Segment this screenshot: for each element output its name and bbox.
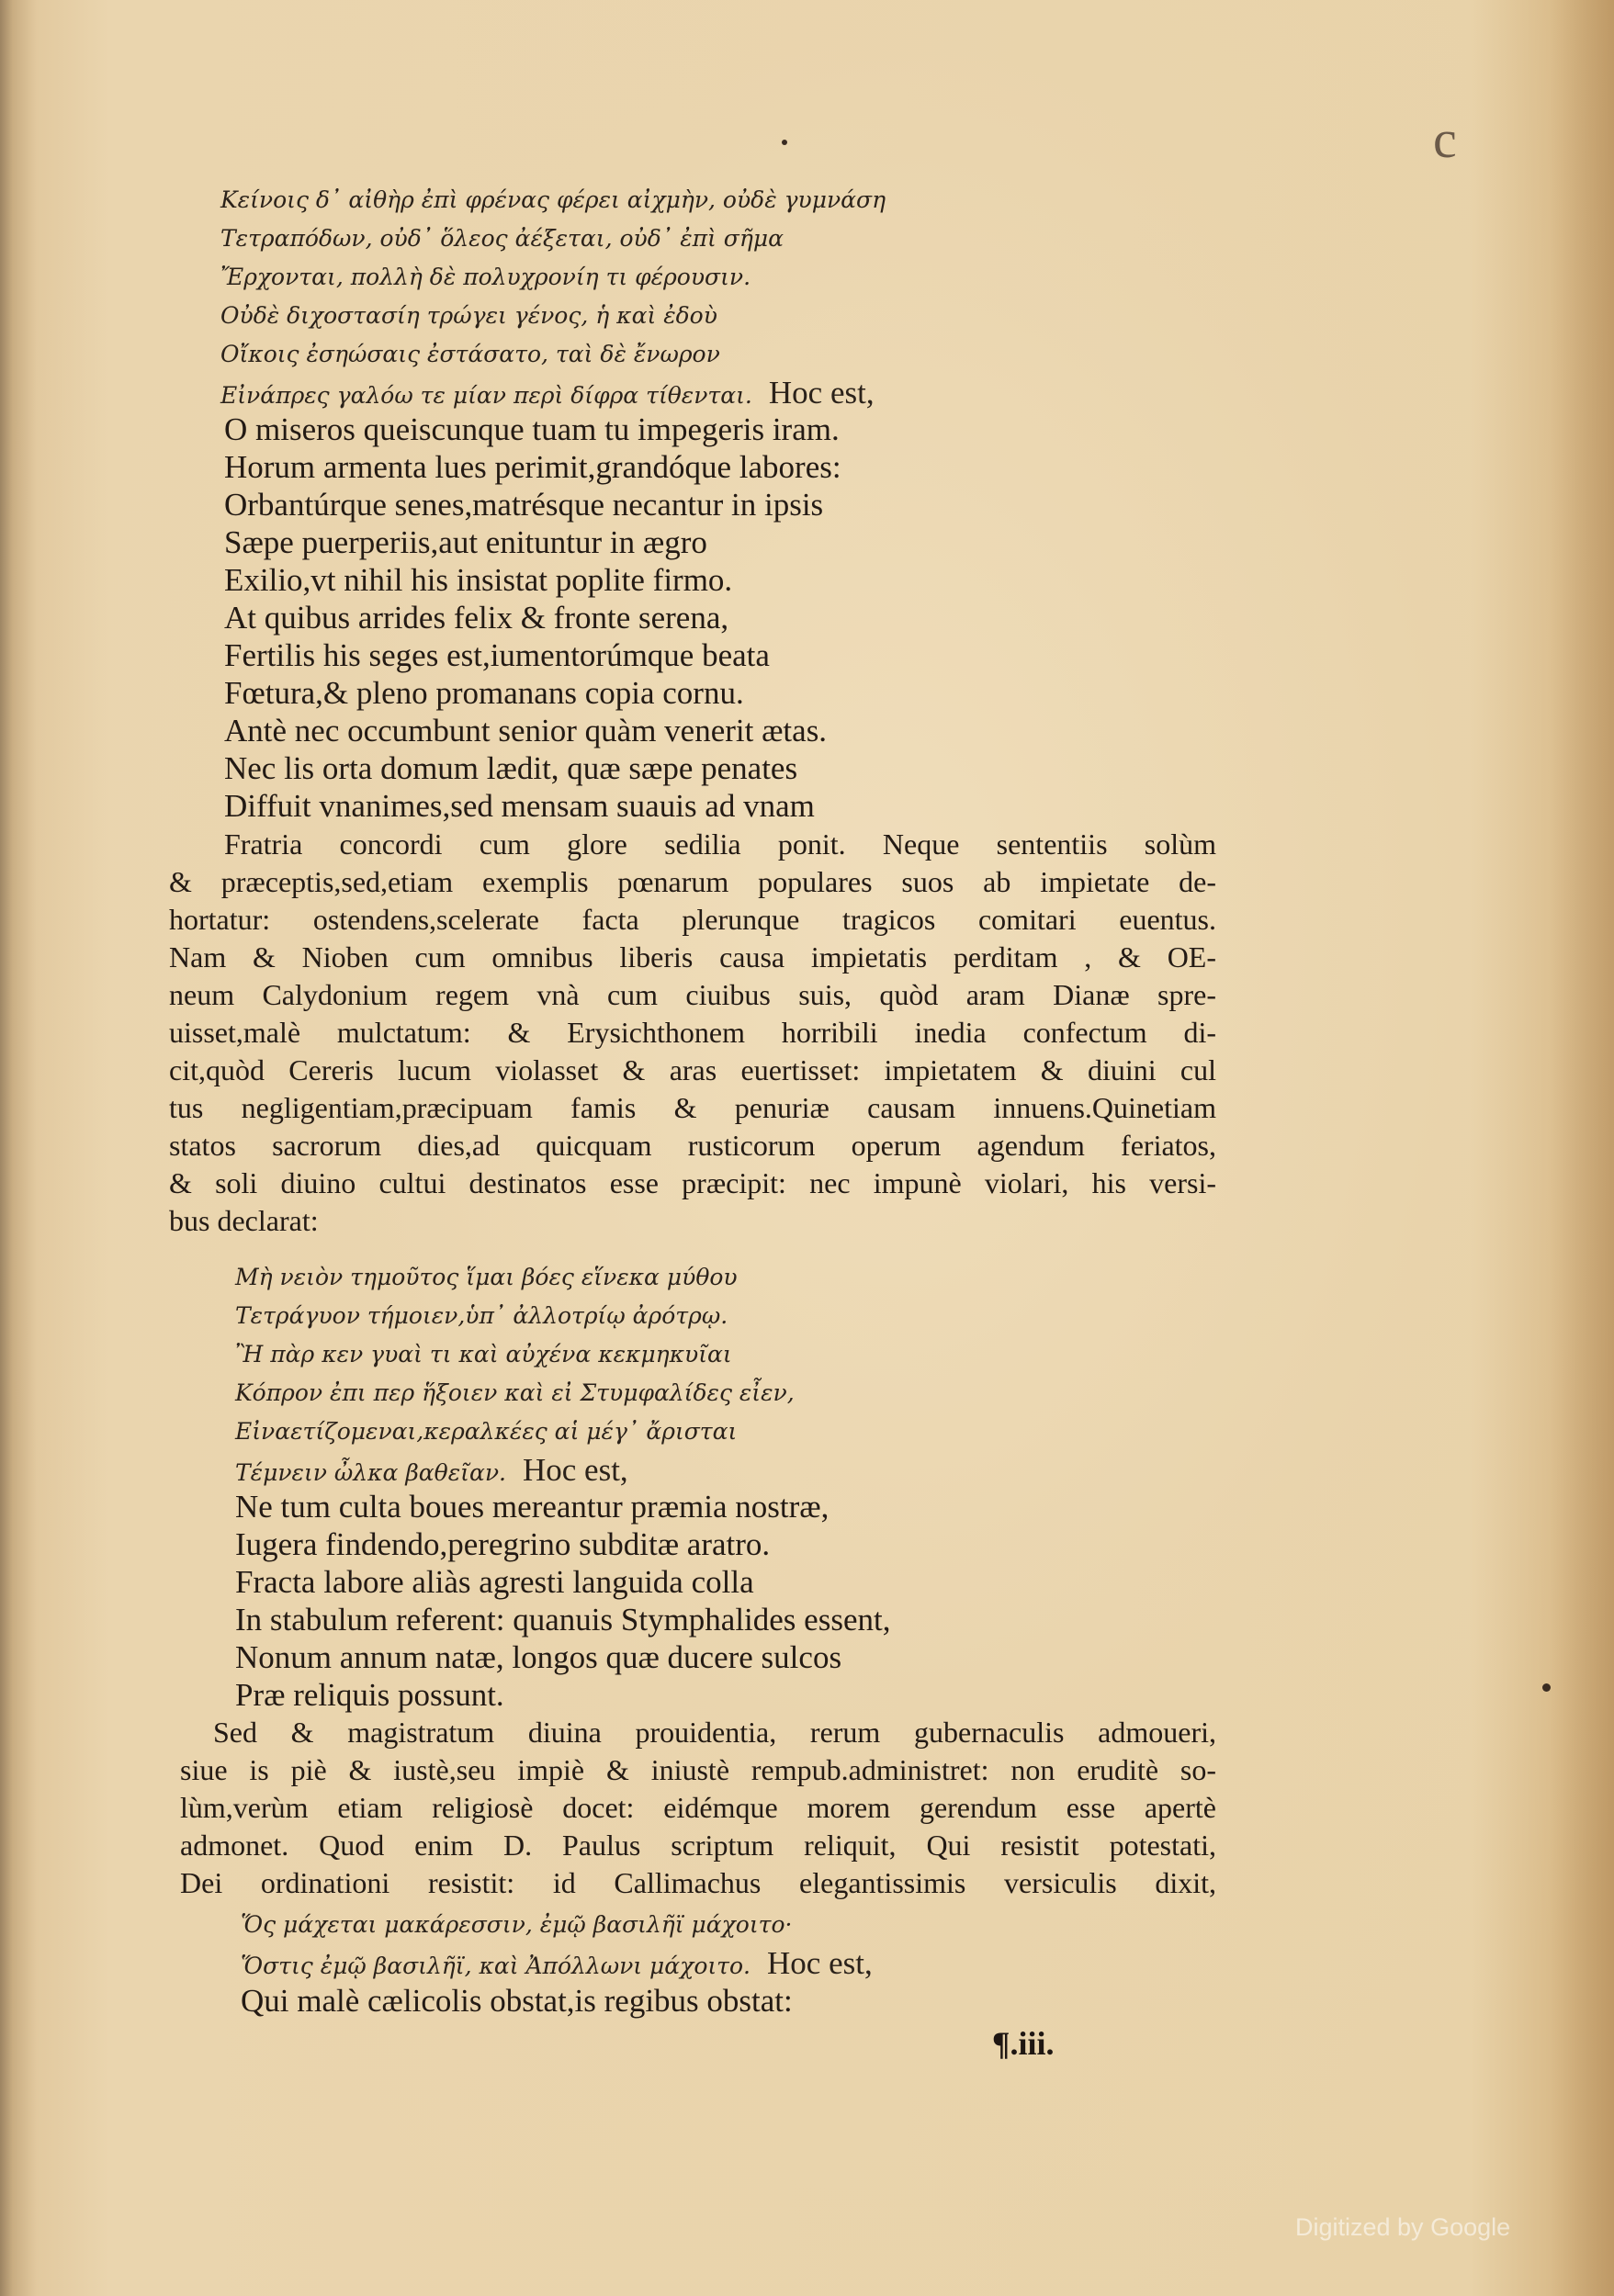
verse-line: Nonum annum natæ, longos quæ ducere sulcos (235, 1639, 842, 1675)
verse-line: Præ reliquis possunt. (235, 1677, 504, 1713)
greek-line: Κόπρον ἐπι περ ἥξοιεν καὶ εἰ Στυμφαλίδες εἶεν, (235, 1379, 795, 1406)
greek-line: Μὴ νειὸν τημοῦτος ἵμαι βόες εἵνεκα μύθου (235, 1264, 738, 1290)
signature-mark: ¶.iii. (992, 2025, 1055, 2062)
greek-line: Τέμνειν ὦλκα βαθεῖαν. (235, 1459, 506, 1486)
verse-line: At quibus arrides felix & fronte serena, (224, 600, 729, 636)
hoc-est-label: Hoc est, (768, 375, 875, 411)
verse-line: Horum armenta lues perimit,grandóque labores: (224, 449, 841, 485)
verse-line: Orbantúrque senes,matrésque necantur in ipsis (224, 487, 824, 523)
prose-line: Nam & Nioben cum omnibus liberis causa impietatis perditam , & OE- (169, 940, 1216, 974)
verse-line: Antè nec occumbunt senior quàm venerit ætas. (224, 713, 828, 748)
greek-line: Τετράγυον τήμοιεν,ὑπ᾽ ἀλλοτρίῳ ἀρότρῳ. (235, 1302, 728, 1329)
verse-line: O miseros queiscunque tuam tu impegeris iram. (224, 411, 840, 447)
verse-line: Fracta labore aliàs agresti languida colla (235, 1564, 754, 1600)
greek-line: Ἔρχονται, πολλὴ δὲ πολυχρονίη τι φέρουσιν. (220, 264, 751, 290)
verse-line: Sæpe puerperiis,aut enituntur in ægro (224, 524, 707, 560)
prose-line: & soli diuino cultui destinatos esse præcipit: nec impunè violari, his versi- (169, 1166, 1216, 1199)
prose-line: bus declarat: (169, 1204, 319, 1237)
greek-line: Οὐδὲ διχοστασίη τρώγει γένος, ἡ καὶ ἐδοὺ (220, 302, 717, 329)
digitization-watermark: Digitized by Google (1295, 2213, 1511, 2241)
verse-line: Fœtura,& pleno promanans copia cornu. (224, 675, 744, 711)
greek-line: Εἰναετίζομεναι,κεραλκέες αἱ μέγ᾽ ἄρισται (235, 1418, 738, 1445)
verse-line: Qui malè cælicolis obstat,is regibus obstat: (241, 1983, 793, 2019)
greek-line: Κείνοις δ᾽ αἰθὴρ ἐπὶ φρένας φέρει αἰχμὴν, οὐδὲ γυμνάση (220, 186, 886, 213)
verse-line: Fertilis his seges est,iumentorúmque beata (224, 637, 770, 673)
prose-line: Fratria concordi cum glore sedilia ponit. Neque sententiis solùm (224, 827, 1216, 861)
prose-line: siue is piè & iustè,seu impiè & iniustè rempub.administret: non eruditè so- (180, 1753, 1216, 1786)
greek-line: Εἰνάπρες γαλόω τε μίαν περὶ δίφρα τίθενται. (220, 382, 752, 409)
verse-line: Iugera findendo,peregrino subditæ aratro. (235, 1526, 771, 1562)
greek-line: Ὅς μάχεται μακάρεσσιν, ἐμῷ βασιλῆϊ μάχοιτο· (241, 1911, 793, 1938)
prose-line: lùm,verùm etiam religiosè docet: eidémque morem gerendum esse apertè (180, 1791, 1216, 1824)
greek-line: Τετραπόδων, οὐδ᾽ ὅλεος ἀέξεται, οὐδ᾽ ἐπὶ σῆμα (220, 225, 784, 252)
verse-line: Exilio,vt nihil his insistat poplite firmo. (224, 562, 733, 598)
verse-line: Diffuit vnanimes,sed mensam suauis ad vnam (224, 788, 815, 824)
ink-speck (782, 140, 787, 145)
verse-line: In stabulum referent: quanuis Stymphalides essent, (235, 1602, 891, 1638)
greek-line: Οἴκοις ἐσηώσαις ἐστάσατο, ταὶ δὲ ἔνωρον (220, 341, 720, 367)
prose-line: neum Calydonium regem vnà cum ciuibus suis, quòd aram Dianæ spre- (169, 978, 1216, 1011)
prose-line: & præceptis,sed,etiam exemplis pœnarum populares suos ab impietate de- (169, 865, 1216, 898)
verse-line: Nec lis orta domum lædit, quæ sæpe penates (224, 750, 798, 786)
prose-line: uisset,malè mulctatum: & Erysichthonem horribili inedia confectum di- (169, 1016, 1216, 1049)
ink-speck (1542, 1683, 1551, 1692)
prose-line: Dei ordinationi resistit: id Callimachus elegantissimis versiculis dixit, (180, 1866, 1216, 1899)
prose-line: hortatur: ostendens,scelerate facta plerunque tragicos comitari euentus. (169, 903, 1216, 936)
prose-line: statos sacrorum dies,ad quicquam rusticorum operum agendum feriatos, (169, 1129, 1216, 1162)
greek-line: Ὅστις ἐμῷ βασιλῆϊ, καὶ Ἀπόλλωνι μάχοιτο. (241, 1953, 751, 1979)
hoc-est-label: Hoc est, (522, 1452, 628, 1488)
corner-page-mark: c (1433, 109, 1457, 169)
prose-line: cit,quòd Cereris lucum violasset & aras euertisset: impietatem & diuini cul (169, 1053, 1216, 1086)
prose-line: admonet. Quod enim D. Paulus scriptum reliquit, Qui resistit potestati, (180, 1829, 1216, 1862)
greek-line: Ἢ πὰρ κεν γυαὶ τι καὶ αὐχένα κεκμηκυῖαι (235, 1341, 732, 1367)
hoc-est-label: Hoc est, (767, 1945, 873, 1981)
prose-line: Sed & magistratum diuina prouidentia, rerum gubernaculis admoueri, (213, 1716, 1216, 1749)
verse-line: Ne tum culta boues mereantur præmia nostræ, (235, 1489, 830, 1525)
prose-line: tus negligentiam,præcipuam famis & penuriæ causam innuens.Quinetiam (169, 1091, 1216, 1124)
